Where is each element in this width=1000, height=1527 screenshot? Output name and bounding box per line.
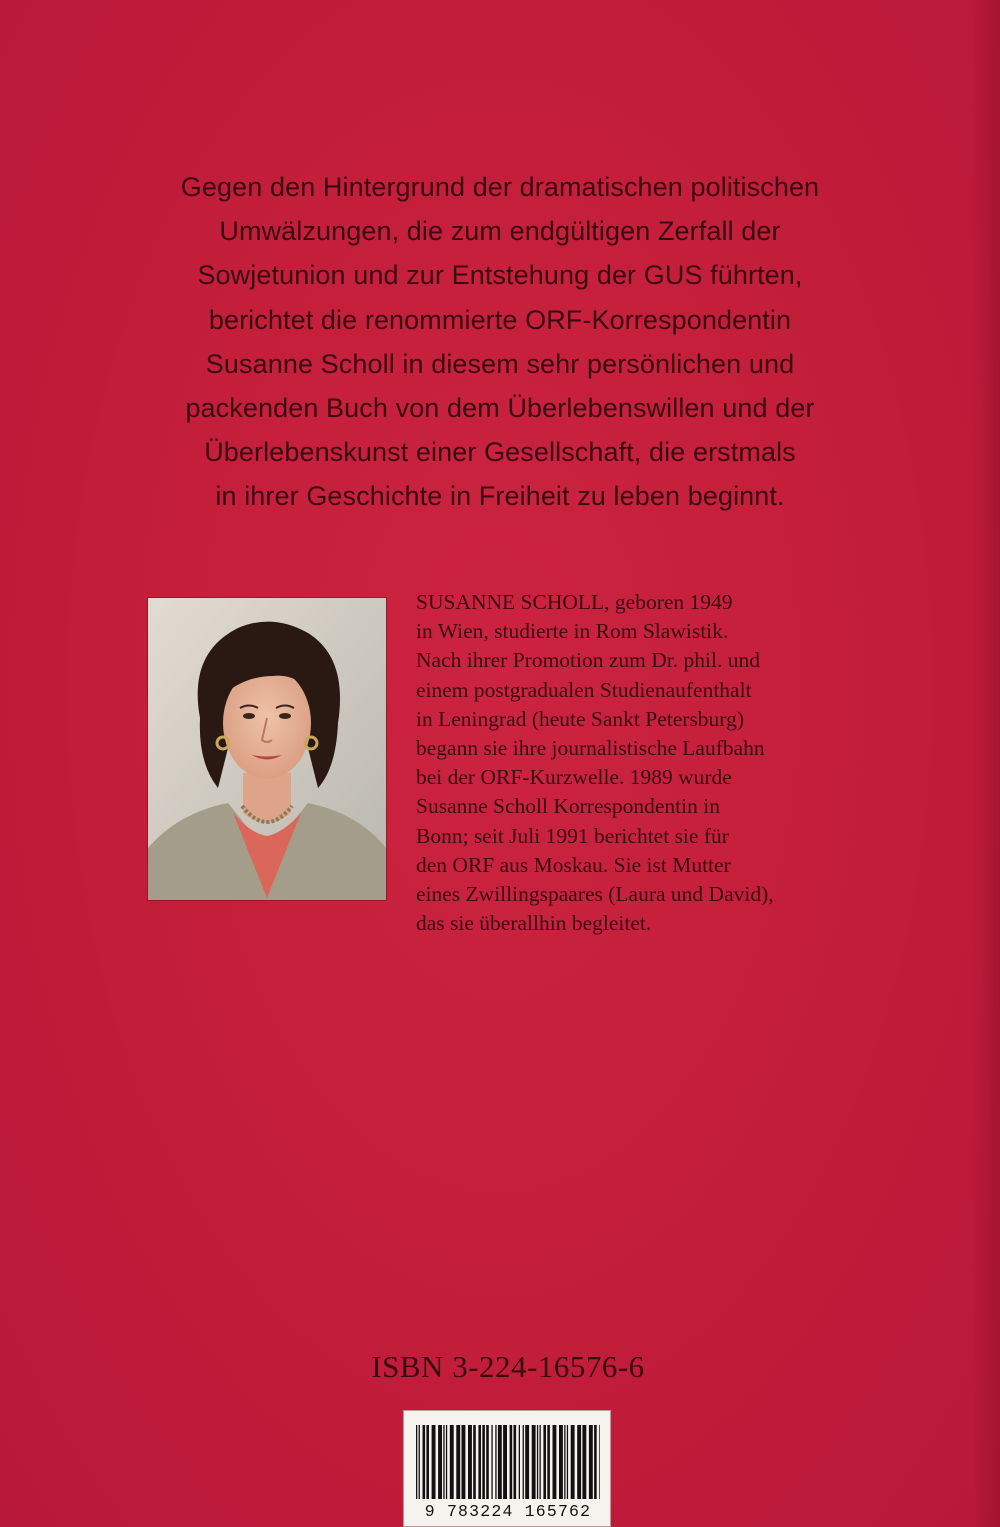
barcode-number: 9 783224 165762 <box>424 1502 592 1521</box>
bio-line: begann sie ihre journalistische Laufbahn <box>416 736 765 761</box>
barcode <box>403 1410 611 1527</box>
barcode-bar <box>450 1425 454 1499</box>
barcode-bar <box>426 1425 429 1499</box>
barcode-bar <box>540 1425 541 1499</box>
isbn-label <box>0 1347 1000 1387</box>
barcode-bar <box>482 1425 485 1499</box>
barcode-bar <box>532 1425 536 1499</box>
barcode-bar <box>571 1425 575 1499</box>
bio-line: eines Zwillingspaares (Laura und David), <box>416 882 774 907</box>
blurb-line: packenden Buch von dem Überlebenswillen und der <box>185 393 815 424</box>
bio-line: bei der ORF-Kurzwelle. 1989 wurde <box>416 765 732 790</box>
barcode-bar <box>438 1425 442 1499</box>
blurb-text <box>100 165 900 519</box>
barcode-bar <box>537 1425 538 1499</box>
author-portrait-illustration <box>148 598 386 900</box>
barcode-bar <box>419 1425 420 1499</box>
barcode-bar <box>495 1425 496 1499</box>
author-bio <box>416 588 896 938</box>
barcode-bar <box>486 1425 489 1499</box>
blurb-line: Sowjetunion und zur Entstehung der GUS führten, <box>197 260 803 291</box>
barcode-bars <box>412 1425 604 1499</box>
barcode-bar <box>432 1425 436 1499</box>
barcode-bar <box>446 1425 447 1499</box>
bio-line: in Wien, studierte in Rom Slawistik. <box>416 619 729 644</box>
barcode-bar <box>553 1425 557 1499</box>
bio-line: Susanne Scholl Korrespondentin in <box>416 794 720 819</box>
barcode-bar <box>473 1425 476 1499</box>
bio-line: SUSANNE SCHOLL, geboren 1949 <box>416 590 733 614</box>
blurb-line: Susanne Scholl in diesem sehr persönlichen und <box>205 348 795 379</box>
barcode-bar <box>498 1425 502 1499</box>
barcode-bar <box>582 1425 586 1499</box>
barcode-bar <box>577 1425 581 1499</box>
bio-line: in Leningrad (heute Sankt Petersburg) <box>416 706 744 731</box>
cover-edge-shadow <box>972 0 1000 1527</box>
barcode-bar <box>547 1425 550 1499</box>
blurb-line: Umwälzungen, die zum endgültigen Zerfall der <box>219 216 781 247</box>
right-eye <box>279 713 291 719</box>
barcode-bar <box>523 1425 524 1499</box>
barcode-bar <box>519 1425 520 1499</box>
barcode-bar <box>564 1425 565 1499</box>
bio-line: einem postgradualen Studienaufenthalt <box>416 677 752 702</box>
blurb-line: in ihrer Geschichte in Freiheit zu leben beginnt. <box>215 481 785 512</box>
bio-line: das sie überallhin begleitet. <box>416 911 652 936</box>
barcode-bar <box>510 1425 513 1499</box>
barcode-bar <box>514 1425 517 1499</box>
bio-line: Nach ihrer Promotion zum Dr. phil. und <box>416 648 760 673</box>
barcode-bar <box>468 1425 472 1499</box>
barcode-bar <box>416 1425 417 1499</box>
barcode-bar <box>525 1425 529 1499</box>
left-eye <box>243 713 255 719</box>
blurb-line: berichtet die renommierte ORF-Korrespondentin <box>208 304 792 335</box>
barcode-bar <box>462 1425 466 1499</box>
author-photo <box>148 598 386 900</box>
barcode-bar <box>559 1425 563 1499</box>
barcode-bar <box>543 1425 546 1499</box>
barcode-bar <box>567 1425 568 1499</box>
barcode-bar <box>491 1425 492 1499</box>
barcode-bar <box>594 1425 597 1499</box>
blurb-line: Überlebenskunst einer Gesellschaft, die erstmals <box>204 437 796 468</box>
barcode-bar <box>599 1425 600 1499</box>
barcode-bar <box>589 1425 593 1499</box>
bio-line: den ORF aus Moskau. Sie ist Mutter <box>416 852 731 877</box>
barcode-bar <box>478 1425 481 1499</box>
barcode-bar <box>423 1425 426 1499</box>
blurb-line: Gegen den Hintergrund der dramatischen politischen <box>180 172 820 202</box>
isbn-text: ISBN 3-224-16576-6 <box>371 1349 645 1384</box>
barcode-bar <box>503 1425 507 1499</box>
barcode-bar <box>443 1425 444 1499</box>
barcode-bar <box>456 1425 460 1499</box>
bio-line: Bonn; seit Juli 1991 berichtet sie für <box>416 823 729 848</box>
